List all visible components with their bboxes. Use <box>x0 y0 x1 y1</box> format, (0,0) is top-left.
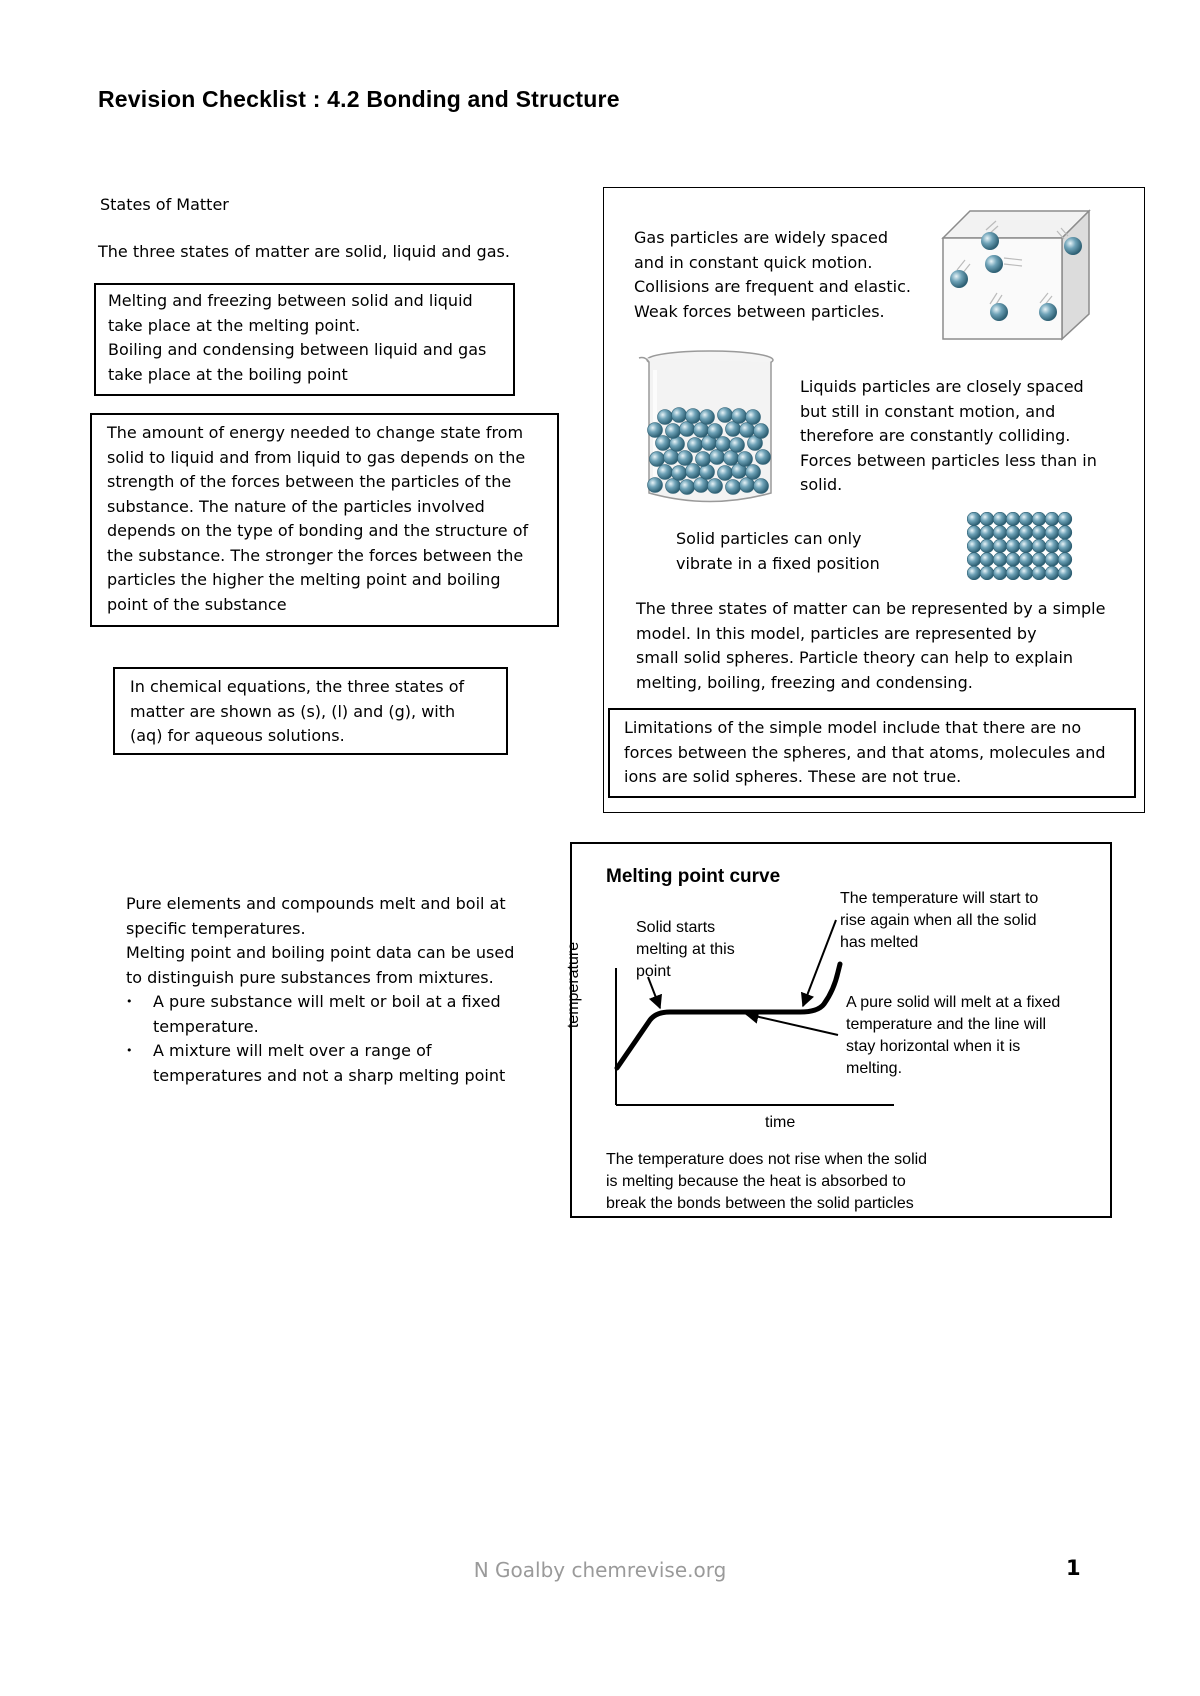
energy-box-line: depends on the type of bonding and the structure of <box>107 521 529 540</box>
bullet-line: temperature. <box>153 1016 259 1036</box>
model-line: melting, boiling, freezing and condensing. <box>636 672 973 692</box>
model-line: model. In this model, particles are represented by <box>636 623 1037 643</box>
energy-box-line: solid to liquid and from liquid to gas depends on the <box>107 447 526 467</box>
gas-particles-illustration <box>940 208 1092 342</box>
model-description <box>636 597 1105 695</box>
solid-particle <box>993 512 1007 526</box>
liquid-particle <box>678 451 693 466</box>
solid-line: Solid particles can only <box>676 529 862 548</box>
liquid-particle <box>716 437 731 452</box>
label-line: Solid starts <box>636 919 716 936</box>
solid-particle <box>980 553 994 567</box>
liquid-particle <box>754 424 769 439</box>
arrow-fixed <box>746 1014 838 1035</box>
liquid-particle <box>686 409 701 424</box>
solid-particle <box>980 526 994 540</box>
equations-box-line: (aq) for aqueous solutions. <box>130 726 345 745</box>
solid-particle <box>1045 539 1059 553</box>
liquid-line: Liquids particles are closely spaced <box>800 377 1084 396</box>
liquid-line: but still in constant motion, and <box>800 401 1056 421</box>
melting-box-line: take place at the melting point. <box>108 315 361 335</box>
energy-box-line: particles the higher the melting point and boiling <box>107 570 501 589</box>
solid-particle <box>1045 566 1059 580</box>
solid-particle <box>1019 512 1033 526</box>
solid-particle <box>1006 526 1020 540</box>
solid-particle <box>993 566 1007 580</box>
label-line: melting. <box>846 1060 903 1077</box>
liquid-particle <box>726 480 741 495</box>
energy-box-line: The amount of energy needed to change state from <box>107 423 524 442</box>
liquid-particle <box>688 438 703 453</box>
solid-particle <box>993 553 1007 567</box>
liquid-particle <box>686 464 701 479</box>
solid-particle <box>1019 526 1033 540</box>
liquid-particle <box>658 410 673 425</box>
liquid-particle <box>746 410 761 425</box>
liquid-particle <box>700 465 715 480</box>
liquid-particle <box>732 409 747 424</box>
solid-particle <box>1006 566 1020 580</box>
limitations-line: Limitations of the simple model include that there are no <box>624 718 1082 737</box>
solid-particle <box>967 526 981 540</box>
liquid-particle <box>680 480 695 495</box>
energy-box-line: strength of the forces between the particles of the <box>107 472 512 491</box>
label-fixed-temperature <box>846 992 1060 1080</box>
liquid-particle <box>730 438 745 453</box>
liquid-particle <box>708 479 723 494</box>
solid-particle <box>967 539 981 553</box>
solid-particle <box>1032 526 1046 540</box>
bullet-item <box>126 1039 546 1088</box>
energy-box-line: the substance. The stronger the forces between the <box>107 545 524 565</box>
solid-particle <box>1019 553 1033 567</box>
solid-particle <box>1019 566 1033 580</box>
gas-line: and in constant quick motion. <box>634 252 873 272</box>
caption-line: The temperature does not rise when the solid <box>606 1151 928 1168</box>
states-intro: The three states of matter are solid, liquid and gas. <box>98 242 510 261</box>
solid-particle <box>1032 512 1046 526</box>
energy-box <box>90 413 559 627</box>
solid-description <box>676 527 880 576</box>
pure-line: specific temperatures. <box>126 918 306 938</box>
solid-particle <box>1058 512 1072 526</box>
caption-line: break the bonds between the solid particles <box>606 1195 914 1212</box>
melting-box-line: Melting and freezing between solid and liquid <box>108 291 473 310</box>
gas-description <box>634 226 911 324</box>
liquid-line: Forces between particles less than in <box>800 450 1097 470</box>
solid-particle <box>1019 539 1033 553</box>
liquid-particle <box>708 424 723 439</box>
equations-box-line: matter are shown as (s), (l) and (g), with <box>130 701 456 721</box>
label-line: stay horizontal when it is <box>846 1038 1021 1055</box>
x-axis-label: time <box>765 1114 796 1131</box>
solid-particle <box>1058 566 1072 580</box>
solid-particle <box>967 553 981 567</box>
liquid-particle <box>648 478 663 493</box>
solid-particle <box>1032 566 1046 580</box>
melting-box-line: take place at the boiling point <box>108 364 348 384</box>
label-line: temperature and the line will <box>846 1016 1047 1033</box>
bullet-line: • A pure substance will melt or boil at a fixed <box>153 992 501 1011</box>
limitations-line: ions are solid spheres. These are not true. <box>624 767 962 786</box>
bullet-line: • A mixture will melt over a range of <box>153 1041 432 1060</box>
solid-particle <box>1045 526 1059 540</box>
solid-particle <box>1006 539 1020 553</box>
solid-line: vibrate in a fixed position <box>676 553 880 573</box>
solid-particle <box>1032 553 1046 567</box>
solid-particle <box>980 539 994 553</box>
energy-box-line: substance. The nature of the particles involved <box>107 496 485 516</box>
liquid-particle <box>656 436 671 451</box>
label-line: A pure solid will melt at a fixed <box>846 994 1061 1011</box>
gas-line: Collisions are frequent and elastic. <box>634 277 911 296</box>
liquid-particle <box>672 408 687 423</box>
bullet-line: temperatures and not a sharp melting point <box>153 1065 506 1085</box>
solid-particle <box>967 512 981 526</box>
label-line: has melted <box>840 934 919 951</box>
page-title: Revision Checklist : 4.2 Bonding and Structure <box>98 86 620 112</box>
liquid-particle <box>700 410 715 425</box>
solid-particle <box>1058 539 1072 553</box>
pure-line: Pure elements and compounds melt and boil at <box>126 894 506 913</box>
liquid-particle <box>696 452 711 467</box>
liquid-particle <box>658 465 673 480</box>
liquid-particle <box>756 450 771 465</box>
liquid-particle <box>670 437 685 452</box>
pure-line: to distinguish pure substances from mixtures. <box>126 967 494 987</box>
solid-particle <box>1006 553 1020 567</box>
liquid-particle <box>746 465 761 480</box>
liquid-particle <box>666 424 681 439</box>
solid-particle <box>1058 526 1072 540</box>
states-heading: States of Matter <box>100 195 229 214</box>
liquid-particle <box>650 452 665 467</box>
label-start-melting <box>636 917 735 983</box>
y-axis-label: temperature <box>565 941 582 1029</box>
solid-particle <box>1032 539 1046 553</box>
solid-particle <box>1045 512 1059 526</box>
equations-box-line: In chemical equations, the three states of <box>130 677 465 696</box>
label-line: melting at this <box>636 941 735 958</box>
model-line: small solid spheres. Particle theory can help to explain <box>636 648 1074 667</box>
liquid-description <box>800 375 1097 498</box>
liquid-particle <box>754 479 769 494</box>
solid-particle <box>980 566 994 580</box>
page-number: 1 <box>1066 1556 1081 1580</box>
liquid-particle <box>718 466 733 481</box>
limitations-box <box>608 708 1136 798</box>
label-rise-again <box>840 888 1038 954</box>
bullet-item <box>126 990 546 1039</box>
liquid-particle <box>738 452 753 467</box>
liquid-particle <box>648 423 663 438</box>
gas-line: Weak forces between particles. <box>634 301 885 321</box>
melting-curve-caption <box>606 1149 927 1215</box>
solid-particle <box>993 526 1007 540</box>
label-line: rise again when all the solid <box>840 912 1037 929</box>
solid-particle <box>1045 553 1059 567</box>
label-line: The temperature will start to <box>840 890 1039 907</box>
limitations-line: forces between the spheres, and that atoms, molecules and <box>624 742 1106 762</box>
solid-lattice-illustration <box>967 512 1073 580</box>
liquid-line: solid. <box>800 475 843 494</box>
caption-line: is melting because the heat is absorbed to <box>606 1173 906 1190</box>
solid-particle <box>980 512 994 526</box>
melting-points-box <box>94 283 515 396</box>
pure-substances-text <box>126 892 546 1088</box>
equations-box <box>113 667 508 755</box>
solid-particle <box>1058 553 1072 567</box>
label-line: point <box>636 963 671 980</box>
liquid-particle <box>718 408 733 423</box>
gas-line: Gas particles are widely spaced <box>634 228 888 247</box>
liquid-line: therefore are constantly colliding. <box>800 426 1071 445</box>
liquid-particle <box>672 466 687 481</box>
footer-credit: N Goalby chemrevise.org <box>473 1558 727 1582</box>
melting-curve-title: Melting point curve <box>606 866 781 887</box>
pure-line: Melting point and boiling point data can be used <box>126 943 515 962</box>
liquid-beaker-illustration <box>635 348 783 508</box>
model-line: The three states of matter can be represented by a simple <box>636 599 1106 618</box>
energy-box-line: point of the substance <box>107 594 287 614</box>
melting-box-line: Boiling and condensing between liquid and gas <box>108 340 487 359</box>
solid-particle <box>1006 512 1020 526</box>
solid-particle <box>993 539 1007 553</box>
solid-particle <box>967 566 981 580</box>
